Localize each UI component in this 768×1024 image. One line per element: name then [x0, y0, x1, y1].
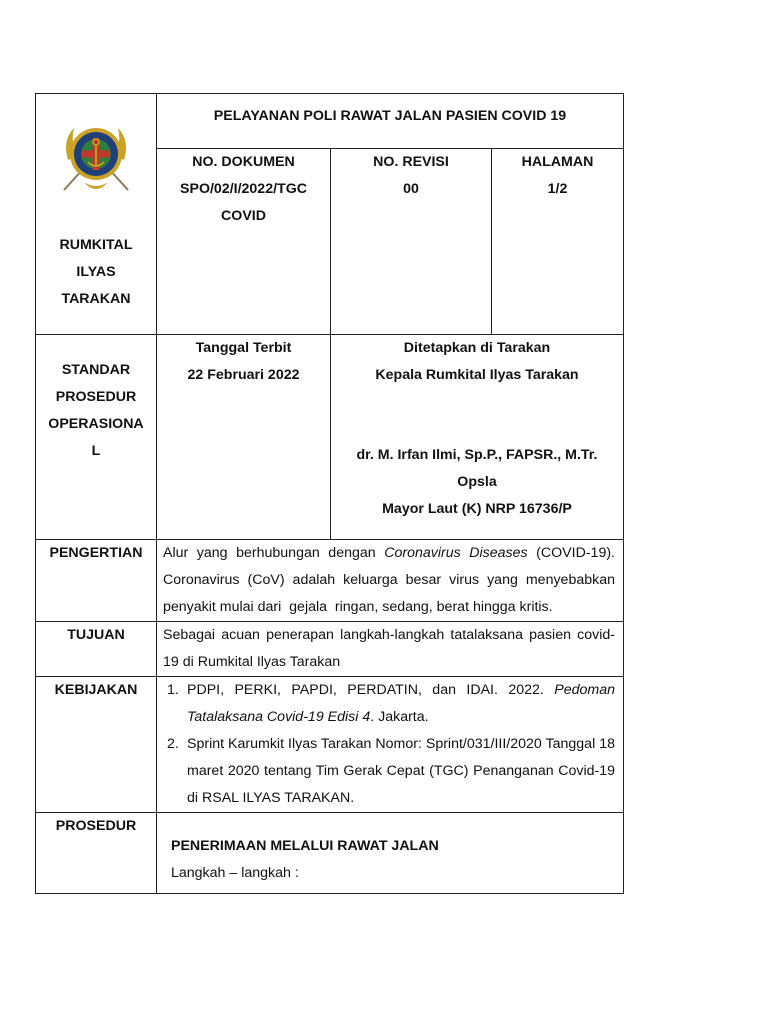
halaman-cell: HALAMAN 1/2 — [492, 149, 624, 335]
signature-space — [331, 389, 623, 442]
tujuan-text: Sebagai acuan penerapan langkah-langkah tatalaksana pasien covid-19 di Rumkital Ilyas Tarakan — [157, 622, 624, 677]
hospital-identity-cell — [36, 94, 157, 335]
hospital-logo — [36, 94, 156, 204]
tanggal-terbit-cell: Tanggal Terbit 22 Februari 2022 — [157, 335, 331, 540]
prosedur-content — [157, 813, 624, 894]
prosedur-heading: PENERIMAAN MELALUI RAWAT JALAN — [171, 838, 439, 854]
penetapan-cell: Ditetapkan di Tarakan Kepala Rumkital Ilyas Tarakan dr. M. Irfan Ilmi, Sp.P., FAPSR., M.Tr. Opsla Mayor Laut (K) NRP 16736/P — [331, 335, 624, 540]
sop-document-table — [35, 93, 714, 894]
list-item: 2. Sprint Karumkit Ilyas Tarakan Nomor: Sprint/031/III/2020 Tanggal 18 maret 2020 tentang Tim Gerak Cepat (TGC) Penanganan Covid-19 di RSAL ILYAS TARAKAN. — [167, 736, 615, 806]
signatory-name: dr. M. Irfan Ilmi, Sp.P., FAPSR., M.Tr. — [356, 447, 598, 463]
pengertian-text: Alur yang berhubungan dengan Coronavirus Diseases (COVID-19). Coronavirus (CoV) adalah keluarga besar virus yang menyebabkan penyakit mulai dari gejala ringan, sedang, berat hingga kritis. — [157, 540, 624, 622]
tujuan-label: TUJUAN — [36, 622, 157, 677]
list-item: 1. PDPI, PERKI, PAPDI, PERDATIN, dan IDAI. 2022. Pedoman Tatalaksana Covid-19 Edisi 4. Jakarta. — [167, 682, 615, 725]
kebijakan-label: KEBIJAKAN — [36, 677, 157, 813]
signatory-name-cont: Opsla — [457, 474, 497, 490]
sop-label-cell: STANDAR PROSEDUR OPERASIONA L — [36, 335, 157, 540]
prosedur-label: PROSEDUR — [36, 813, 157, 894]
document-title: PELAYANAN POLI RAWAT JALAN PASIEN COVID 19 — [157, 94, 624, 149]
kebijakan-list — [157, 677, 624, 813]
signatory-rank: Mayor Laut (K) NRP 16736/P — [382, 501, 572, 517]
hospital-name: RUMKITAL ILYAS TARAKAN — [59, 237, 133, 307]
prosedur-text: Langkah – langkah : — [171, 865, 299, 881]
no-dokumen-cell: NO. DOKUMEN SPO/02/I/2022/TGC COVID — [157, 149, 331, 335]
hospital-emblem-icon — [58, 116, 134, 196]
pengertian-label: PENGERTIAN — [36, 540, 157, 622]
no-revisi-cell: NO. REVISI 00 — [331, 149, 492, 335]
